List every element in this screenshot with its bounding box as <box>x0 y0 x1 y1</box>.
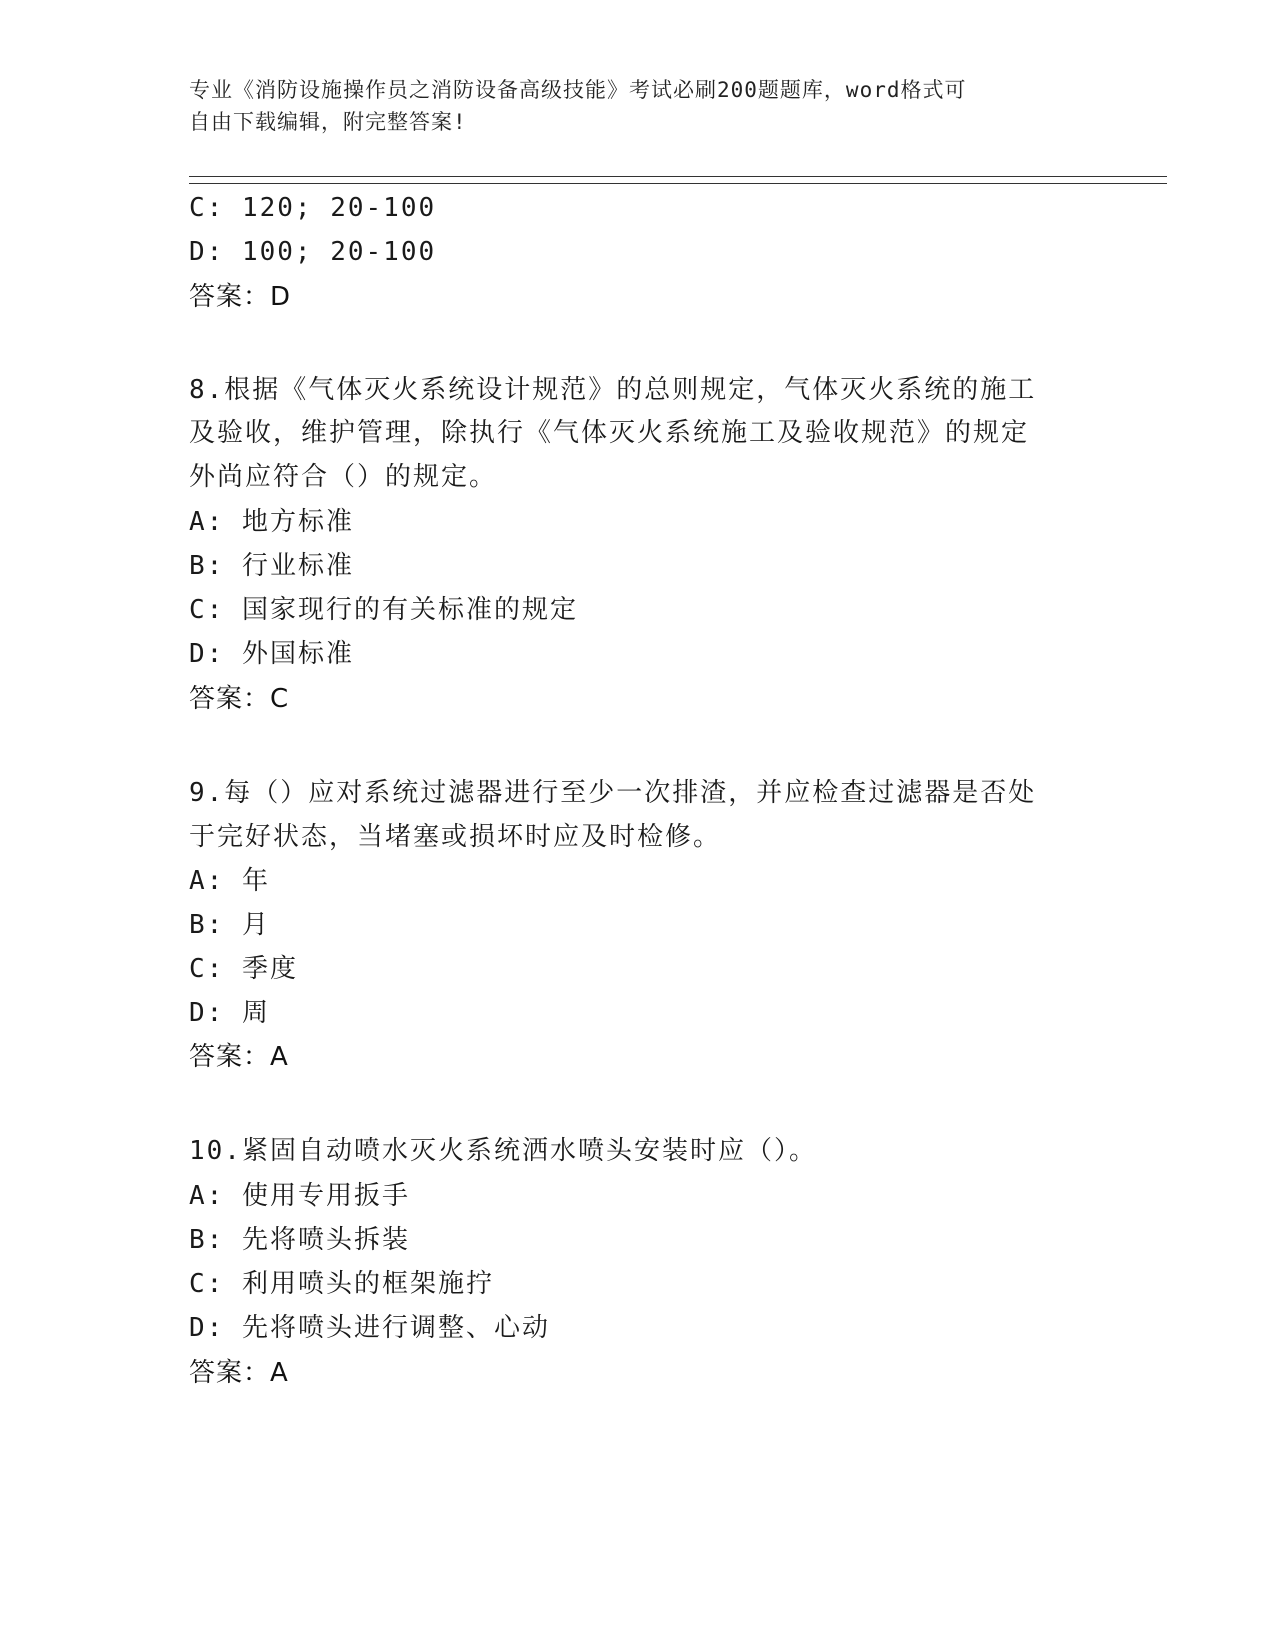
q9-option-a: A: 年 <box>189 866 270 896</box>
q8-answer: 答案：C <box>189 684 290 714</box>
header-divider-top <box>189 176 1167 177</box>
q8-option-b: B: 行业标准 <box>189 551 354 581</box>
header-line-2: 自由下载编辑，附完整答案! <box>189 110 467 134</box>
q9-option-b: B: 月 <box>189 910 270 940</box>
q9-stem-line-1: 9.每（）应对系统过滤器进行至少一次排渣，并应检查过滤器是否处 <box>189 778 1037 808</box>
q8-option-d: D: 外国标准 <box>189 639 354 669</box>
q10-stem-line-1: 10.紧固自动喷水灭火系统洒水喷头安装时应（）。 <box>189 1136 817 1166</box>
header-divider-bottom <box>189 183 1167 184</box>
q9-option-c: C: 季度 <box>189 954 298 984</box>
q8-stem-line-3: 外尚应符合（）的规定。 <box>189 462 498 492</box>
page-header <box>189 74 1089 138</box>
q8-option-a: A: 地方标准 <box>189 507 354 537</box>
q7-option-c: C: 120; 20-100 <box>189 193 437 223</box>
q8-stem-line-1: 8.根据《气体灭火系统设计规范》的总则规定，气体灭火系统的施工 <box>189 375 1037 405</box>
q10-answer: 答案：A <box>189 1358 289 1388</box>
q10-option-b: B: 先将喷头拆装 <box>189 1225 410 1255</box>
q10-option-c: C: 利用喷头的框架施拧 <box>189 1269 494 1299</box>
q9-option-d: D: 周 <box>189 998 270 1028</box>
q9-stem-line-2: 于完好状态，当堵塞或损坏时应及时检修。 <box>189 822 722 852</box>
q10-option-a: A: 使用专用扳手 <box>189 1181 410 1211</box>
q8-option-c: C: 国家现行的有关标准的规定 <box>189 595 578 625</box>
q10-option-d: D: 先将喷头进行调整、心动 <box>189 1313 550 1343</box>
q8-stem-line-2: 及验收，维护管理，除执行《气体灭火系统施工及验收规范》的规定 <box>189 418 1030 448</box>
q7-answer: 答案：D <box>189 282 292 312</box>
q7-option-d: D: 100; 20-100 <box>189 237 437 267</box>
header-line-1: 专业《消防设施操作员之消防设备高级技能》考试必刷200题题库，word格式可 <box>189 78 967 102</box>
q9-answer: 答案：A <box>189 1042 289 1072</box>
